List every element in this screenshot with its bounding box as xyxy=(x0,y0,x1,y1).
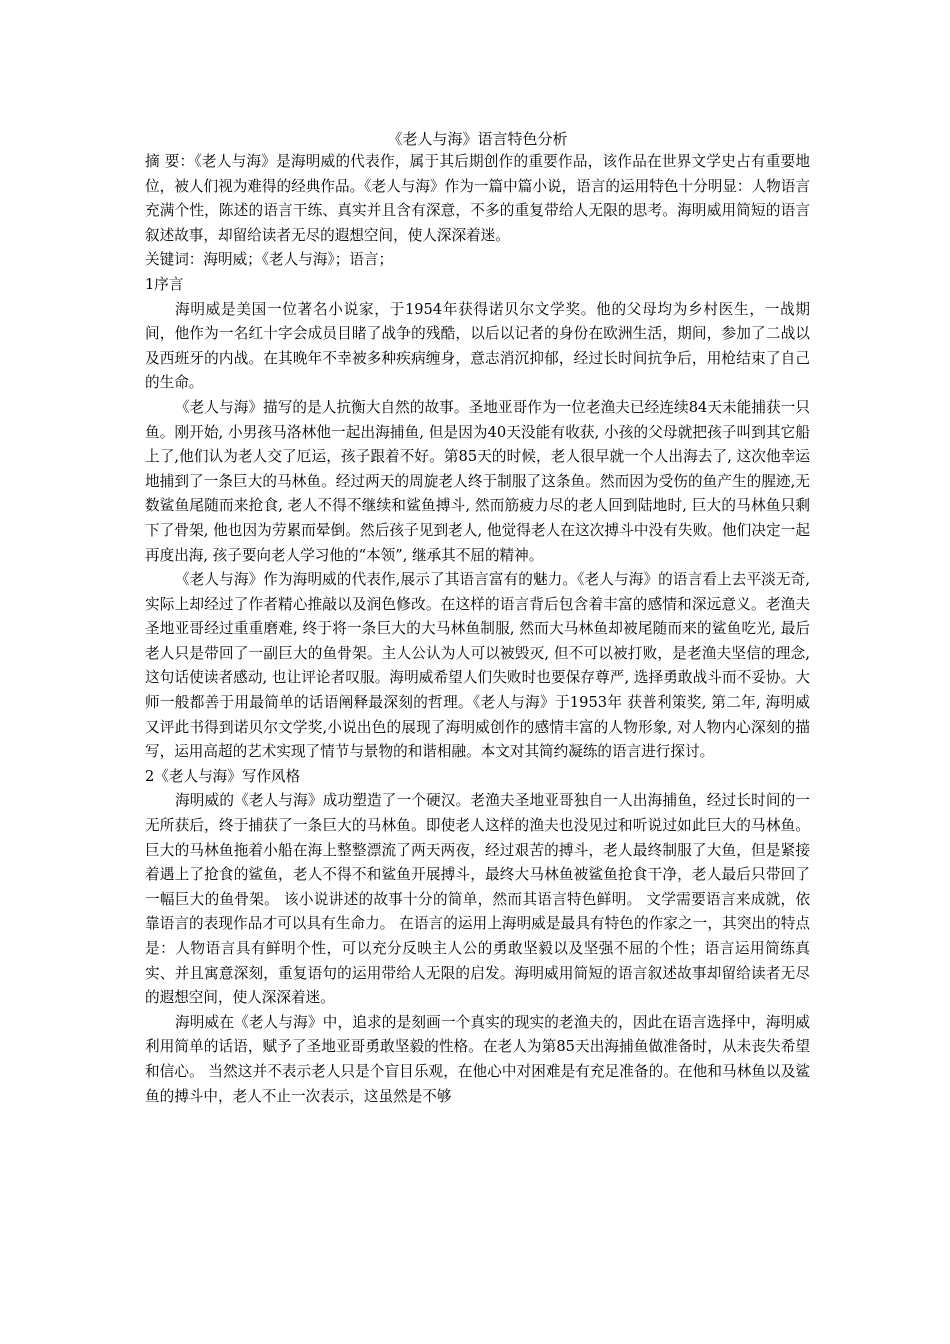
keywords-line: 关键词：海明威；《老人与海》；语言； xyxy=(145,251,394,269)
body-paragraph-1: 海明威是美国一位著名小说家，于1954年获得诺贝尔文学奖。他的父母均为乡村医生，一战期间，他作为一名红十字会成员目睹了战争的残酷，以后以记者的身份在欧洲生活，期间，参加了二战以及西班牙的内战。在其晚年不幸被多种疾病缠身，意志消沉抑郁，经过长时间抗争后，用枪结束了自己的生命。 xyxy=(145,300,810,392)
body-paragraph-2: 《老人与海》描写的是人抗衡大自然的故事。圣地亚哥作为一位老渔夫已经连续84天未能捕获一只鱼。刚开始, 小男孩马洛林他一起出海捕鱼, 但是因为40天没能有收获, 小孩的父母就把孩子叫到其它船上了,他们认为老人交了厄运，孩子跟着不好。第85天的时候，老人很早就一个人出海去了, 这次他幸运地捕到了一条巨大的马林鱼。经过两天的周旋老人终于制服了这条鱼。然而因为受伤的鱼产生的腥迹,无数鲨鱼尾随而来抢食, 老人不得不继续和鲨鱼搏斗, 然而筋疲力尽的老人回到陆地时, 巨大的马林鱼只剩下了骨架, 他也因为劳累而晕倒。然后孩子见到老人, 他觉得老人在这次搏斗中没有失败。他们决定一起再度出海, 孩子要向老人学习他的“本领”, 继承其不屈的精神。 xyxy=(145,398,810,564)
document-page xyxy=(145,128,810,1109)
body-paragraph-3: 《老人与海》作为海明威的代表作,展示了其语言富有的魅力。《老人与海》的语言看上去平淡无奇, 实际上却经过了作者精心推敲以及润色修改。在这样的语言背后包含着丰富的感情和深远意义。老渔夫圣地亚哥经过重重磨难, 终于将一条巨大的大马林鱼制服, 然而大马林鱼却被尾随而来的鲨鱼吃光, 最后老人只是带回了一副巨大的鱼骨架。主人公认为人可以被毁灭, 但不可以被打败，是老渔夫坚信的理念, 这句话使读者感动, 也让评论者叹服。海明威希望人们失败时也要保存尊严, 选择勇敢战斗而不妥协。大师一般都善于用最简单的话语阐释最深刻的哲理。《老人与海》于1953年 获普利策奖, 第二年, 海明威又评此书得到诺贝尔文学奖,小说出色的展现了海明威创作的感情丰富的人物形象, 对人物内心深刻的描写，运用高超的艺术实现了情节与景物的和谐相融。本文对其简约凝练的语言进行探讨。 xyxy=(145,571,810,761)
section-1-heading: 1序言 xyxy=(145,275,184,293)
section-2-heading: 2《老人与海》写作风格 xyxy=(145,767,301,785)
abstract-paragraph: 摘 要：《老人与海》是海明威的代表作，属于其后期创作的重要作品，该作品在世界文学史占有重要地位，被人们视为难得的经典作品。《老人与海》作为一篇中篇小说，语言的运用特色十分明显：人物语言充满个性，陈述的语言干练、真实并且含有深意，不多的重复带给人无限的思考。海明威用简短的语言叙述故事，却留给读者无尽的遐想空间，使人深深着迷。 xyxy=(145,153,810,244)
body-paragraph-5: 海明威在《老人与海》中，追求的是刻画一个真实的现实的老渔夫的，因此在语言选择中，海明威利用简单的话语，赋予了圣地亚哥勇敢坚毅的性格。在老人为第85天出海捕鱼做准备时，从未丧失希望和信心。 当然这并不表示老人只是个盲目乐观，在他心中对困难是有充足准备的。在他和马林鱼以及鲨鱼的搏斗中，老人不止一次表示，这虽然是不够 xyxy=(145,1013,810,1105)
body-paragraph-4: 海明威的《老人与海》成功塑造了一个硬汉。老渔夫圣地亚哥独自一人出海捕鱼，经过长时间的一无所获后，终于捕获了一条巨大的马林鱼。即使老人这样的渔夫也没见过和听说过如此巨大的马林鱼。 巨大的马林鱼拖着小船在海上整整漂流了两天两夜，经过艰苦的搏斗，老人最终制服了大鱼，但是紧接着遇上了抢食的鲨鱼，老人不得不和鲨鱼开展搏斗，最终大马林鱼被鲨鱼抢食干净，老人最后只带回了一幅巨大的鱼骨架。 该小说讲述的故事十分的简单，然而其语言特色鲜明。 文学需要语言来成就，依靠语言的表现作品才可以具有生命力。 在语言的运用上海明威是最具有特色的作家之一，其突出的特点是：人物语言具有鲜明个性，可以充分反映主人公的勇敢坚毅以及坚强不屈的个性；语言运用简练真实、并且寓意深刻，重复语句的运用带给人无限的启发。海明威用简短的语言叙述故事却留给读者无尽的遐想空间，使人深深着迷。 xyxy=(145,792,810,1007)
document-title: 《老人与海》语言特色分析 xyxy=(387,130,568,148)
